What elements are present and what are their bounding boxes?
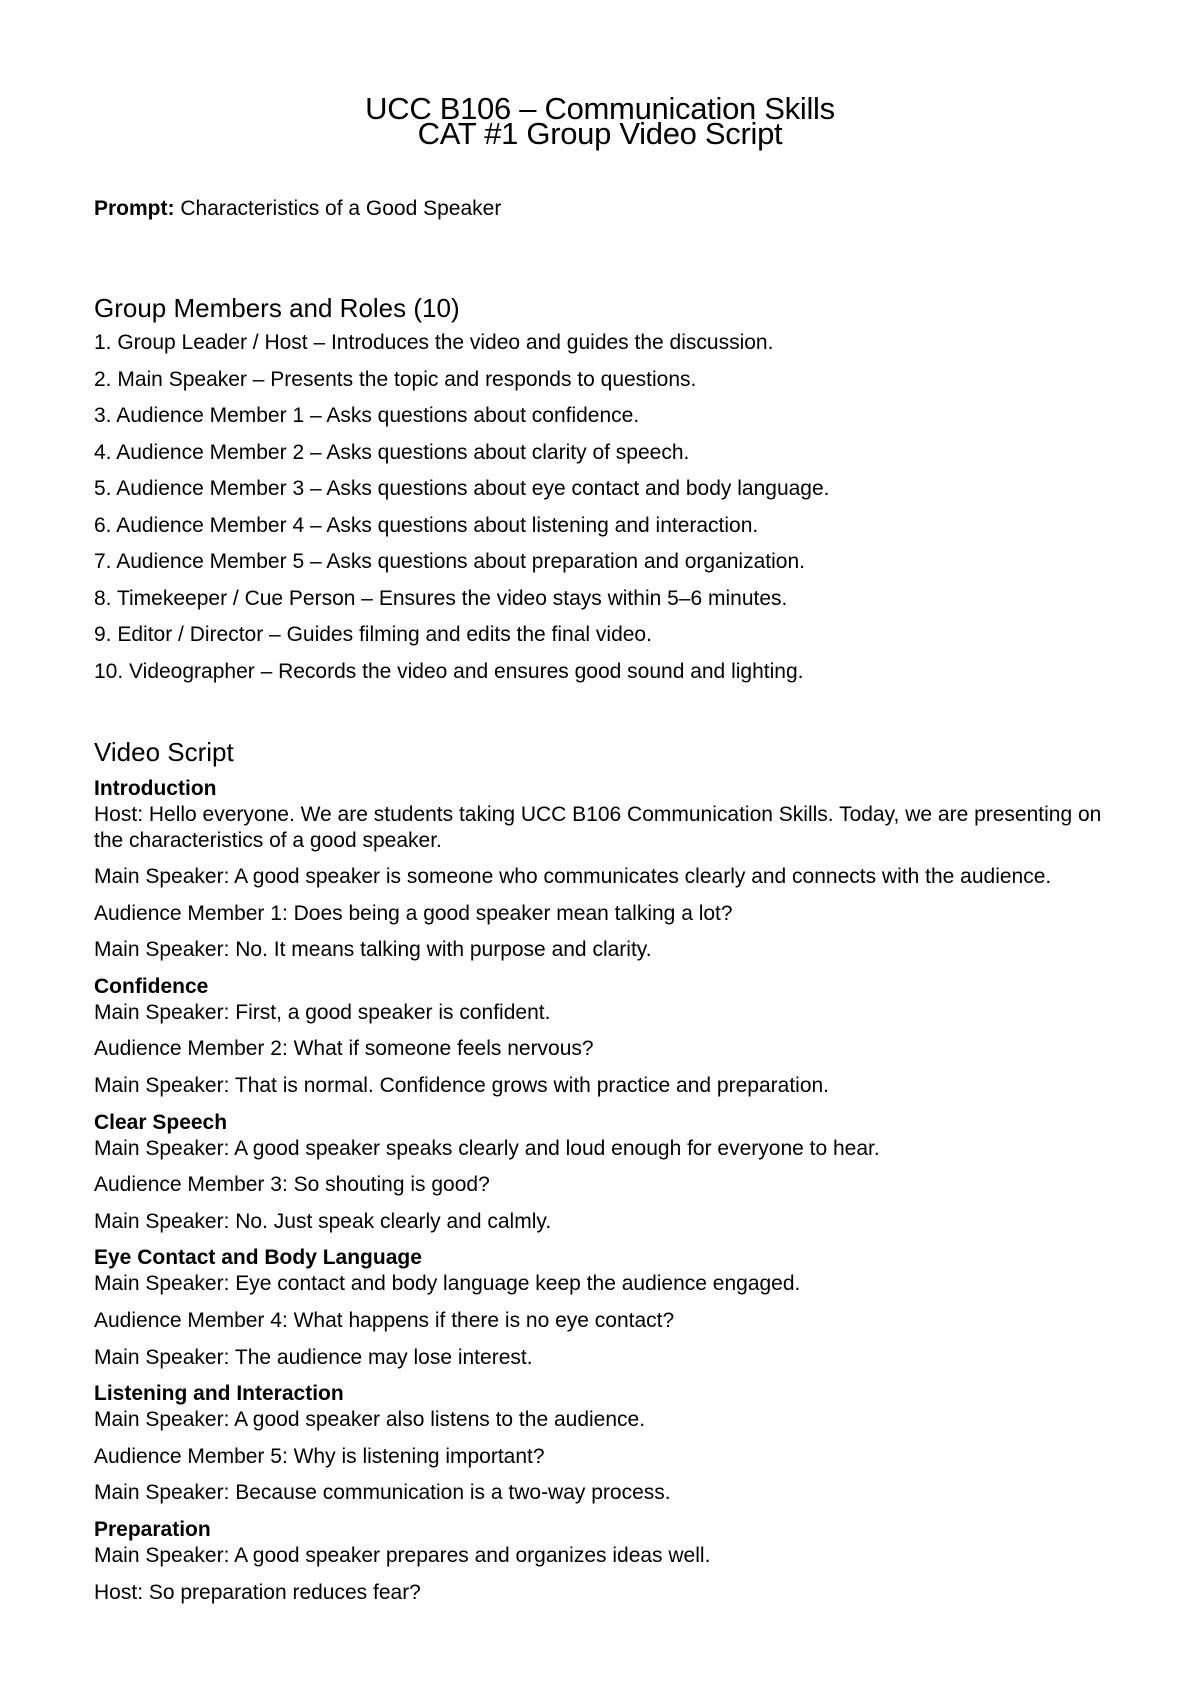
line-text: So preparation reduces fear? <box>148 1580 421 1604</box>
role-item: 3. Audience Member 1 – Asks questions about confidence. <box>94 404 640 427</box>
title-line-2: CAT #1 Group Video Script <box>417 116 783 151</box>
script-heading: Video Script <box>94 736 234 767</box>
title-line-1: UCC B106 – Communication Skills <box>365 91 835 126</box>
speaker-name: Audience Member 4 : <box>94 1309 294 1332</box>
line-text: A good speaker also listens to the audience. <box>234 1408 646 1432</box>
script-line <box>94 802 1134 854</box>
role-item: 9. Editor / Director – Guides filming and edits the final video. <box>94 623 652 646</box>
script-line <box>94 1172 1134 1198</box>
prompt-text: Characteristics of a Good Speaker <box>180 197 502 220</box>
script-line <box>94 1209 1134 1235</box>
script-section-preparation <box>94 1517 1134 1606</box>
roles-list <box>94 330 1134 685</box>
line-text: A good speaker speaks clearly and loud enough for everyone to hear. <box>234 1136 880 1160</box>
line-text: So shouting is good? <box>293 1173 490 1197</box>
line-text: No. Just speak clearly and calmly. <box>235 1209 552 1233</box>
script-line <box>94 937 1134 963</box>
script-line <box>94 1345 1134 1371</box>
script-line <box>94 1036 1134 1062</box>
speaker-name: Main Speaker : <box>94 938 235 961</box>
speaker-name: Main Speaker : <box>94 1210 235 1233</box>
script-line <box>94 864 1134 890</box>
script-line <box>94 1407 1134 1433</box>
speaker-name: Host : <box>94 1581 149 1604</box>
role-item: 6. Audience Member 4 – Asks questions about listening and interaction. <box>94 513 759 537</box>
script-line <box>94 1000 1134 1026</box>
speaker-name: Main Speaker : <box>94 1137 234 1160</box>
document-title <box>0 91 1200 151</box>
line-text: First, a good speaker is confident. <box>235 1000 551 1024</box>
role-item: 5. Audience Member 3 – Asks questions about eye contact and body language. <box>94 477 830 500</box>
line-text: What if someone feels nervous? <box>293 1037 594 1061</box>
script-line <box>94 1444 1134 1470</box>
speaker-name: Audience Member 5 : <box>94 1445 294 1468</box>
speaker-name: Main Speaker : <box>94 865 234 888</box>
script-line <box>94 1271 1134 1297</box>
line-text: Because communication is a two-way process. <box>235 1481 671 1505</box>
script-line <box>94 1308 1134 1334</box>
prompt-line <box>94 196 1134 222</box>
script-line <box>94 1543 1134 1569</box>
line-text: No. It means talking with purpose and clarity. <box>235 938 652 962</box>
speaker-name: Main Speaker : <box>94 1408 234 1431</box>
speaker-name: Main Speaker : <box>94 1481 235 1504</box>
script-line <box>94 1136 1134 1162</box>
speaker-name: Host : <box>94 803 149 826</box>
section-heading: Eye Contact and Body Language <box>94 1246 422 1270</box>
line-text: Does being a good speaker mean talking a lot? <box>293 901 733 925</box>
line-text: A good speaker is someone who communicates clearly and connects with the audience. <box>234 865 1052 889</box>
script-line <box>94 901 1134 927</box>
role-item: 1. Group Leader / Host – Introduces the video and guides the discussion. <box>94 331 774 354</box>
section-heading: Listening and Interaction <box>94 1382 344 1406</box>
script-section-listening <box>94 1381 1134 1506</box>
role-item: 10. Videographer – Records the video and ensures good sound and lighting. <box>94 659 804 683</box>
script-section-eye-contact <box>94 1245 1134 1370</box>
document-body <box>94 196 1134 1616</box>
prompt-label: Prompt: <box>94 197 175 220</box>
script-section-introduction <box>94 776 1134 964</box>
speaker-name: Audience Member 1 : <box>94 902 294 925</box>
script-line <box>94 1480 1134 1506</box>
speaker-name: Audience Member 3 : <box>94 1173 294 1196</box>
section-heading: Introduction <box>94 776 217 800</box>
roles-heading: Group Members and Roles (10) <box>94 293 460 323</box>
line-text: Eye contact and body language keep the audience engaged. <box>235 1272 801 1296</box>
script-line <box>94 1073 1134 1099</box>
section-heading: Clear Speech <box>94 1110 228 1134</box>
line-text: The audience may lose interest. <box>234 1345 533 1369</box>
section-heading: Confidence <box>94 974 209 998</box>
line-text: What happens if there is no eye contact? <box>293 1309 675 1333</box>
line-text: Why is listening important? <box>293 1444 545 1468</box>
speaker-name: Main Speaker : <box>94 1272 235 1295</box>
role-item: 7. Audience Member 5 – Asks questions about preparation and organization. <box>94 550 805 573</box>
speaker-name: Audience Member 2 : <box>94 1037 294 1060</box>
script-line <box>94 1580 1134 1606</box>
role-item: 4. Audience Member 2 – Asks questions about clarity of speech. <box>94 440 690 464</box>
speaker-name: Main Speaker : <box>94 1074 235 1097</box>
speaker-name: Main Speaker : <box>94 1544 234 1567</box>
section-heading: Preparation <box>94 1518 211 1541</box>
speaker-name: Main Speaker : <box>94 1001 235 1024</box>
script-section-confidence <box>94 974 1134 1099</box>
line-text: Hello everyone. We are students taking UCC B106 Communication Skills. Today, we are presenting on the characteristics of a good speaker. <box>94 802 1102 852</box>
line-text: A good speaker prepares and organizes ideas well. <box>234 1544 711 1567</box>
line-text: That is normal. Confidence grows with practice and preparation. <box>234 1074 830 1098</box>
speaker-name: Main Speaker : <box>94 1346 235 1369</box>
role-item: 8. Timekeeper / Cue Person – Ensures the video stays within 5–6 minutes. <box>94 586 788 610</box>
script-section-clear-speech <box>94 1110 1134 1235</box>
role-item: 2. Main Speaker – Presents the topic and responds to questions. <box>94 367 697 391</box>
